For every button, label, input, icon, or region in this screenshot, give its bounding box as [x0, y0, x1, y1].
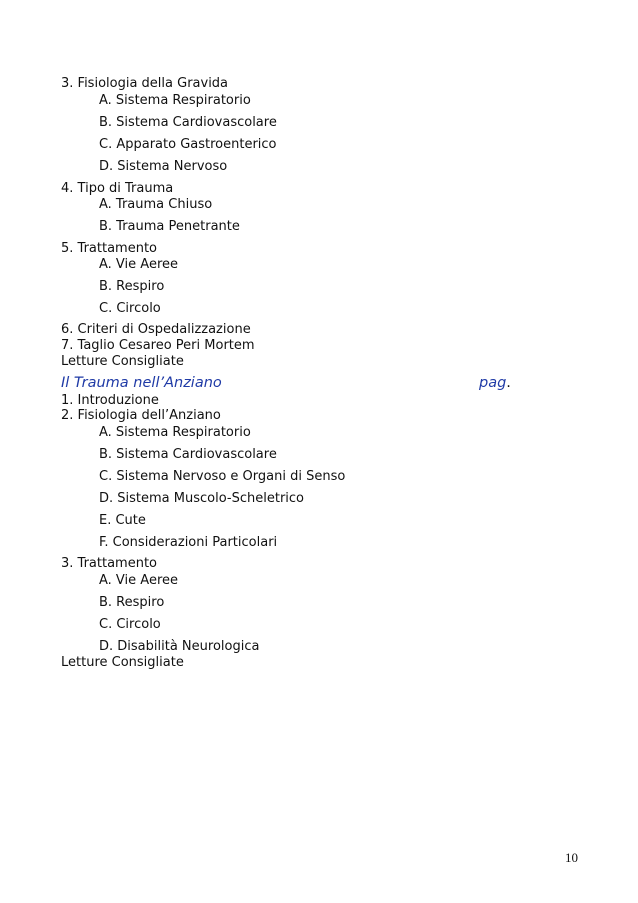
- toc-subitem: A. Sistema Respiratorio: [99, 425, 251, 440]
- toc-item: 7. Taglio Cesareo Peri Mortem: [61, 338, 255, 353]
- toc-subitem: D. Disabilità Neurologica: [99, 639, 260, 654]
- toc-subitem: D. Sistema Nervoso: [99, 159, 228, 174]
- toc-subitem: C. Circolo: [99, 301, 161, 316]
- toc-subitem: B. Sistema Cardiovascolare: [99, 447, 277, 462]
- toc-subitem: C. Sistema Nervoso e Organi di Senso: [99, 469, 346, 484]
- toc-item: Letture Consigliate: [61, 354, 184, 369]
- page-number: 10: [565, 850, 578, 865]
- page-ref-label: pag: [479, 375, 507, 391]
- toc-subitem: F. Considerazioni Particolari: [99, 535, 278, 550]
- toc-subitem: B. Trauma Penetrante: [99, 219, 240, 234]
- page-ref-suffix: .: [506, 375, 511, 391]
- toc-subitem: A. Trauma Chiuso: [99, 197, 213, 212]
- toc-subitem: C. Circolo: [99, 617, 161, 632]
- toc-subitem: A. Vie Aeree: [99, 257, 178, 272]
- toc-item: Letture Consigliate: [61, 655, 184, 670]
- toc-item: 3. Fisiologia della Gravida: [61, 76, 229, 91]
- toc-subitem: D. Sistema Muscolo-Scheletrico: [99, 491, 304, 506]
- toc-item: 2. Fisiologia dell’Anziano: [61, 408, 221, 423]
- toc-item: 1. Introduzione: [61, 393, 159, 408]
- toc-item: 5. Trattamento: [61, 241, 157, 256]
- toc-item: 4. Tipo di Trauma: [61, 181, 174, 196]
- section-heading: Il Trauma nell’Anziano: [61, 375, 222, 391]
- toc-subitem: B. Sistema Cardiovascolare: [99, 115, 277, 130]
- toc-subitem: A. Vie Aeree: [99, 573, 178, 588]
- toc-item: 3. Trattamento: [61, 556, 157, 571]
- toc-subitem: B. Respiro: [99, 279, 165, 294]
- toc-subitem: E. Cute: [99, 513, 146, 528]
- toc-subitem: C. Apparato Gastroenterico: [99, 137, 277, 152]
- toc-item: 6. Criteri di Ospedalizzazione: [61, 322, 251, 337]
- toc-subitem: A. Sistema Respiratorio: [99, 93, 251, 108]
- page-ref: [479, 375, 511, 391]
- toc-subitem: B. Respiro: [99, 595, 165, 610]
